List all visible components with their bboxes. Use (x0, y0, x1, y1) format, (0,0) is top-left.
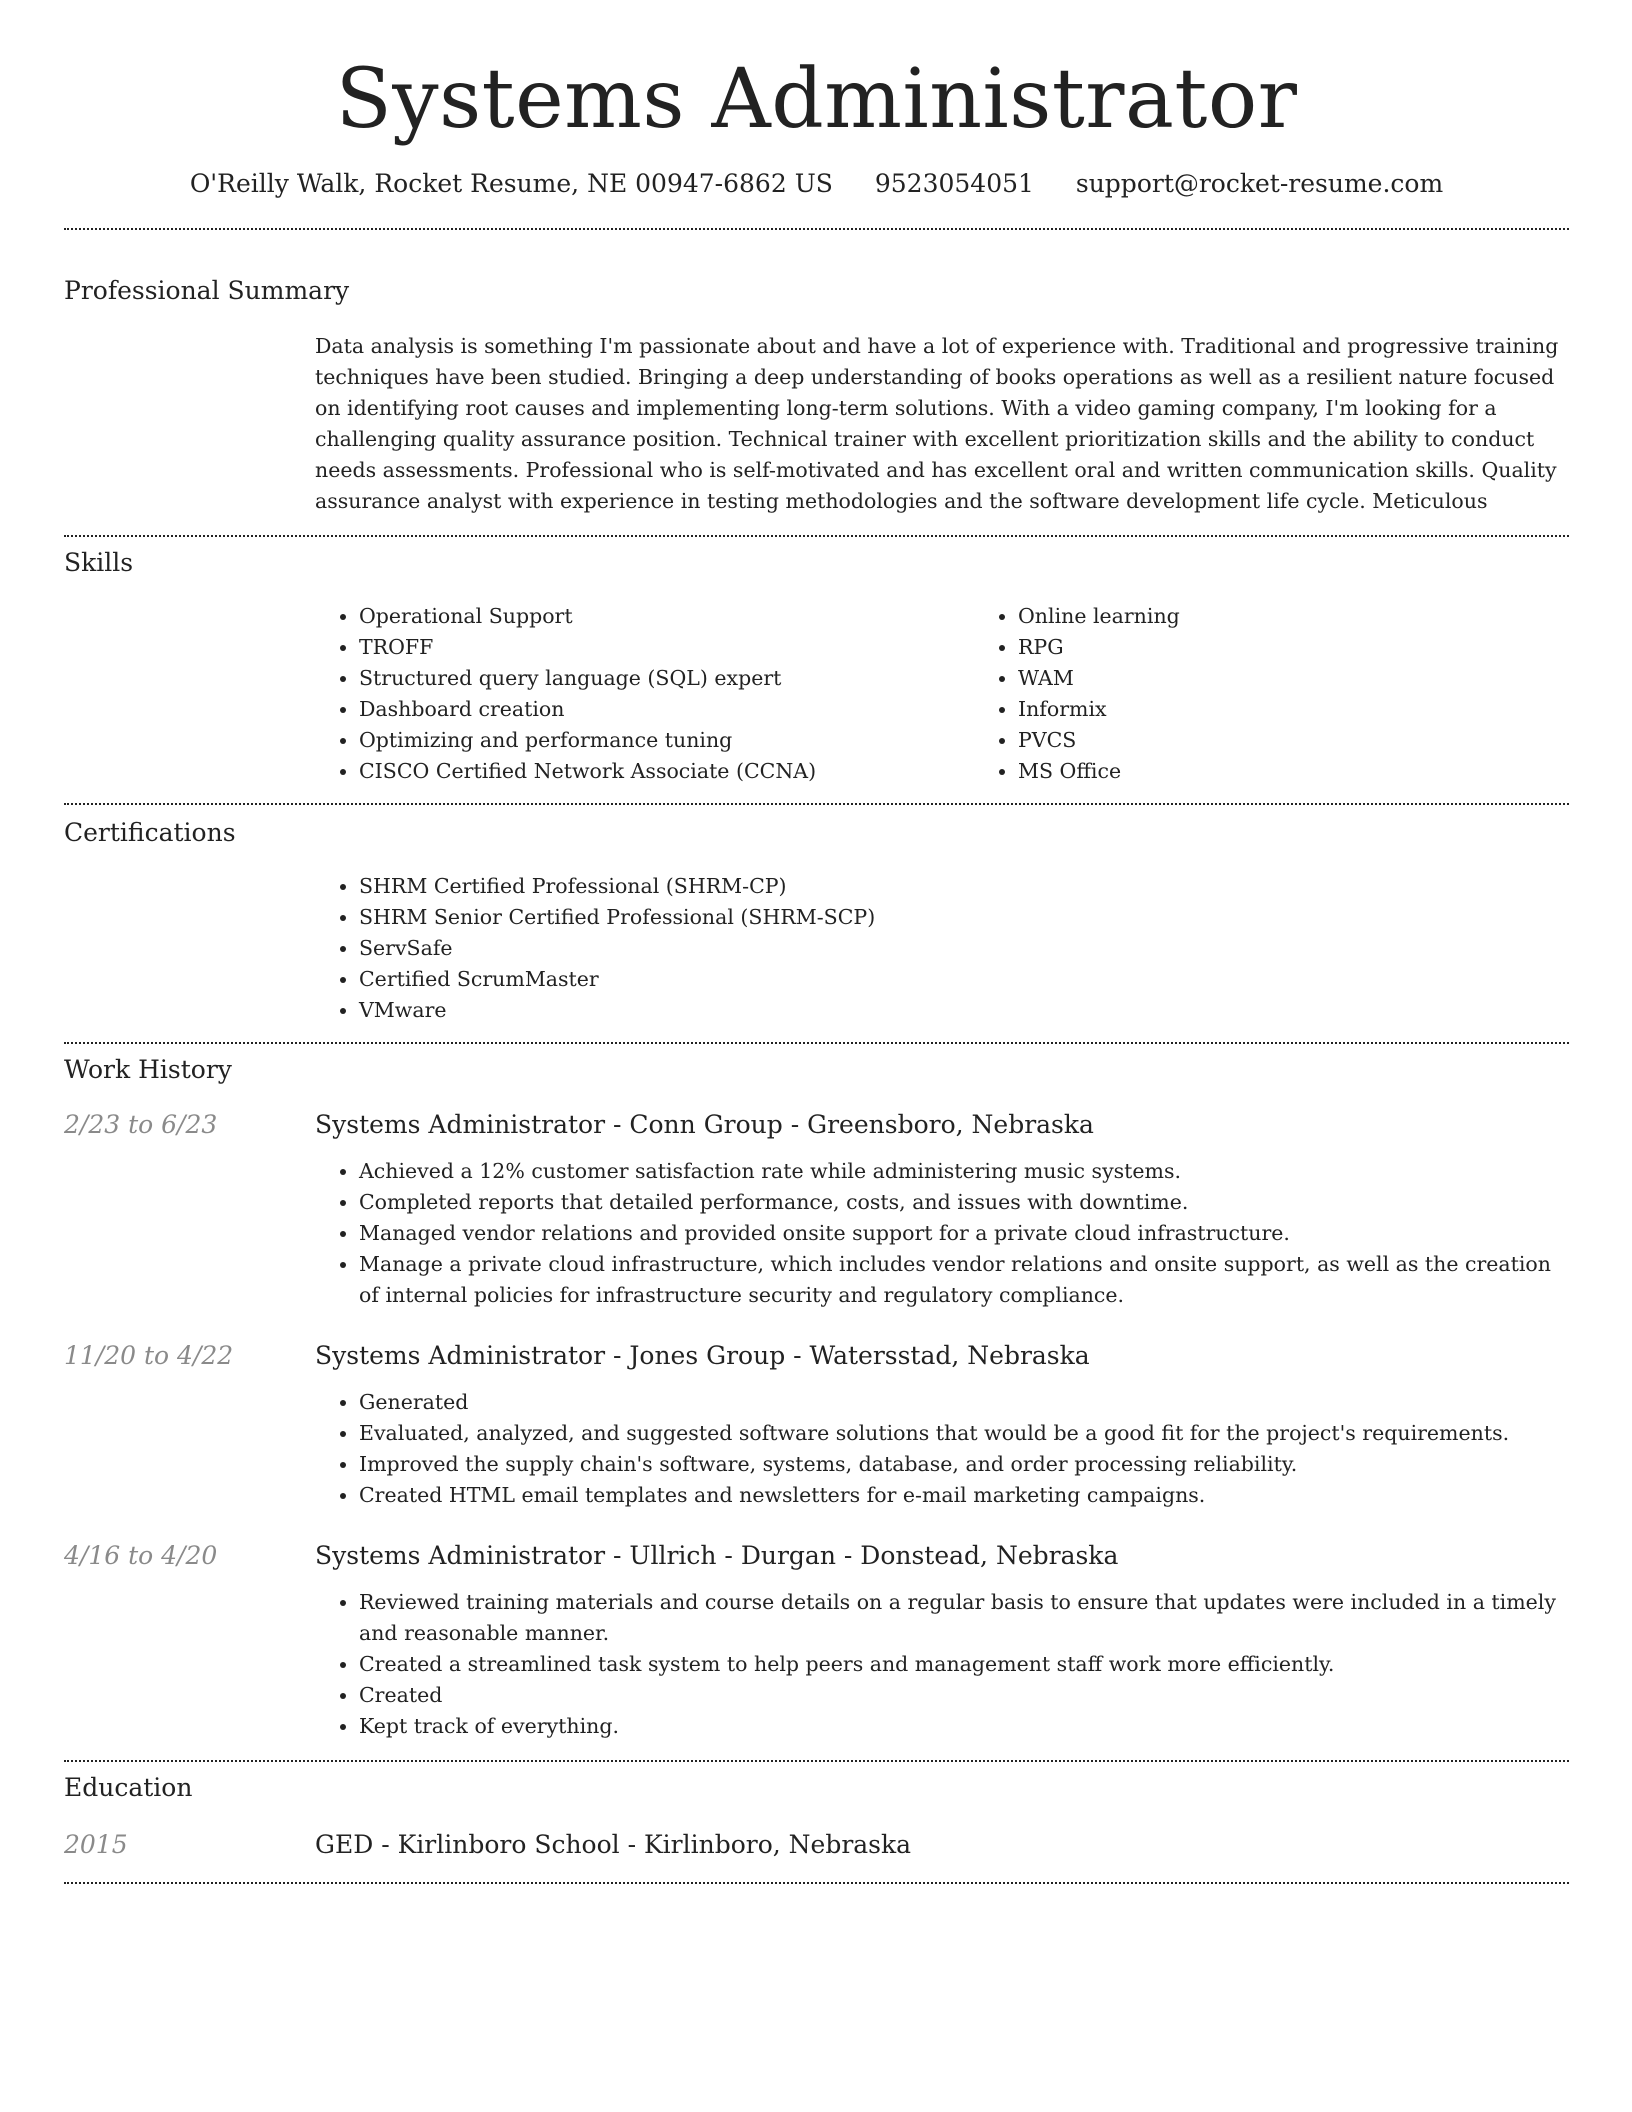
skills-list-left (315, 601, 974, 787)
list-item: • Reviewed training materials and course details on a regular basis to ensure that updates were included in a timely and reasonable manner. (359, 1587, 1569, 1649)
resume-header (64, 0, 1569, 202)
list-item: • ServSafe (359, 933, 1569, 964)
contact-line (64, 166, 1569, 202)
job-entry (64, 1339, 1569, 1511)
education-section (64, 1762, 1569, 1862)
list-item: • MS Office (1018, 756, 1632, 787)
job-heading: Systems Administrator - Ullrich - Durgan - Donstead, Nebraska (315, 1541, 1119, 1570)
list-item: • RPG (1018, 632, 1632, 663)
summary-heading: Professional Summary (64, 276, 350, 305)
list-item: • Dashboard creation (359, 694, 974, 725)
list-item: • Managed vendor relations and provided onsite support for a private cloud infrastructure. (359, 1218, 1569, 1249)
job-dates: 11/20 to 4/22 (64, 1341, 234, 1370)
list-item: • Achieved a 12% customer satisfaction rate while administering music systems. (359, 1156, 1569, 1187)
contact-address: O'Reilly Walk, Rocket Resume, NE 00947-6862 US (189, 169, 833, 198)
contact-phone: 9523054051 (874, 169, 1034, 198)
list-item: • Created a streamlined task system to help peers and management staff work more efficiently. (359, 1649, 1569, 1680)
work-history-section (64, 1044, 1569, 1742)
list-item: • Optimizing and performance tuning (359, 725, 974, 756)
list-item: • Certified ScrumMaster (359, 964, 1569, 995)
list-item: • Operational Support (359, 601, 974, 632)
skills-list-right (974, 601, 1632, 787)
certifications-list (315, 871, 1569, 1026)
list-item: • SHRM Senior Certified Professional (SHRM-SCP) (359, 902, 1569, 933)
contact-email: support@rocket-resume.com (1075, 169, 1444, 198)
education-heading: Education (64, 1773, 193, 1802)
job-heading: Systems Administrator - Conn Group - Greensboro, Nebraska (315, 1110, 1094, 1139)
list-item: • Kept track of everything. (359, 1711, 1569, 1742)
list-item: • SHRM Certified Professional (SHRM-CP) (359, 871, 1569, 902)
skills-heading: Skills (64, 548, 134, 577)
list-item: • Informix (1018, 694, 1632, 725)
job-bullets (315, 1156, 1569, 1311)
job-bullets (315, 1387, 1569, 1511)
list-item: • Evaluated, analyzed, and suggested software solutions that would be a good fit for the project's requirements. (359, 1418, 1569, 1449)
list-item: • VMware (359, 995, 1569, 1026)
list-item: • CISCO Certified Network Associate (CCNA) (359, 756, 974, 787)
list-item: • Structured query language (SQL) expert (359, 663, 974, 694)
list-item: • Created (359, 1680, 1569, 1711)
summary-section (64, 230, 1569, 517)
list-item: • PVCS (1018, 725, 1632, 756)
list-item: • Online learning (1018, 601, 1632, 632)
list-item: • WAM (1018, 663, 1632, 694)
job-dates: 4/16 to 4/20 (64, 1541, 218, 1570)
work-history-heading: Work History (64, 1055, 232, 1084)
education-year: 2015 (64, 1830, 128, 1859)
list-item: • Generated (359, 1387, 1569, 1418)
certifications-heading: Certifications (64, 818, 236, 847)
certifications-section (64, 805, 1569, 1026)
job-heading: Systems Administrator - Jones Group - Watersstad, Nebraska (315, 1341, 1090, 1370)
list-item: • Manage a private cloud infrastructure, which includes vendor relations and onsite support, as well as the creation of internal policies for infrastructure security and regulatory compliance. (359, 1249, 1569, 1311)
skills-section (64, 537, 1569, 787)
summary-text: Data analysis is something I'm passionate about and have a lot of experience with. Traditional and progressive training techniques have been studied. Bringing a deep understanding of books operations as well as a resilient nature focused on identifying root causes and implementing long-term solutions. With a video gaming company, I'm looking for a challenging quality assurance position. Technical trainer with excellent prioritization skills and the ability to conduct needs assessments. Professional who is self-motivated and has excellent oral and written communication skills. Quality assurance analyst with experience in testing methodologies and the software development life cycle. Meticulous (315, 334, 1559, 513)
candidate-name: Systems Administrator (335, 52, 1298, 147)
list-item: • Completed reports that detailed performance, costs, and issues with downtime. (359, 1187, 1569, 1218)
divider (64, 1882, 1569, 1884)
list-item: • TROFF (359, 632, 974, 663)
resume-page (64, 0, 1569, 1884)
job-entry (64, 1539, 1569, 1742)
job-bullets (315, 1587, 1569, 1742)
education-heading-line: GED - Kirlinboro School - Kirlinboro, Nebraska (315, 1830, 912, 1859)
job-dates: 2/23 to 6/23 (64, 1110, 218, 1139)
list-item: • Created HTML email templates and newsletters for e-mail marketing campaigns. (359, 1480, 1569, 1511)
list-item: • Improved the supply chain's software, systems, database, and order processing reliability. (359, 1449, 1569, 1480)
job-entry (64, 1108, 1569, 1311)
